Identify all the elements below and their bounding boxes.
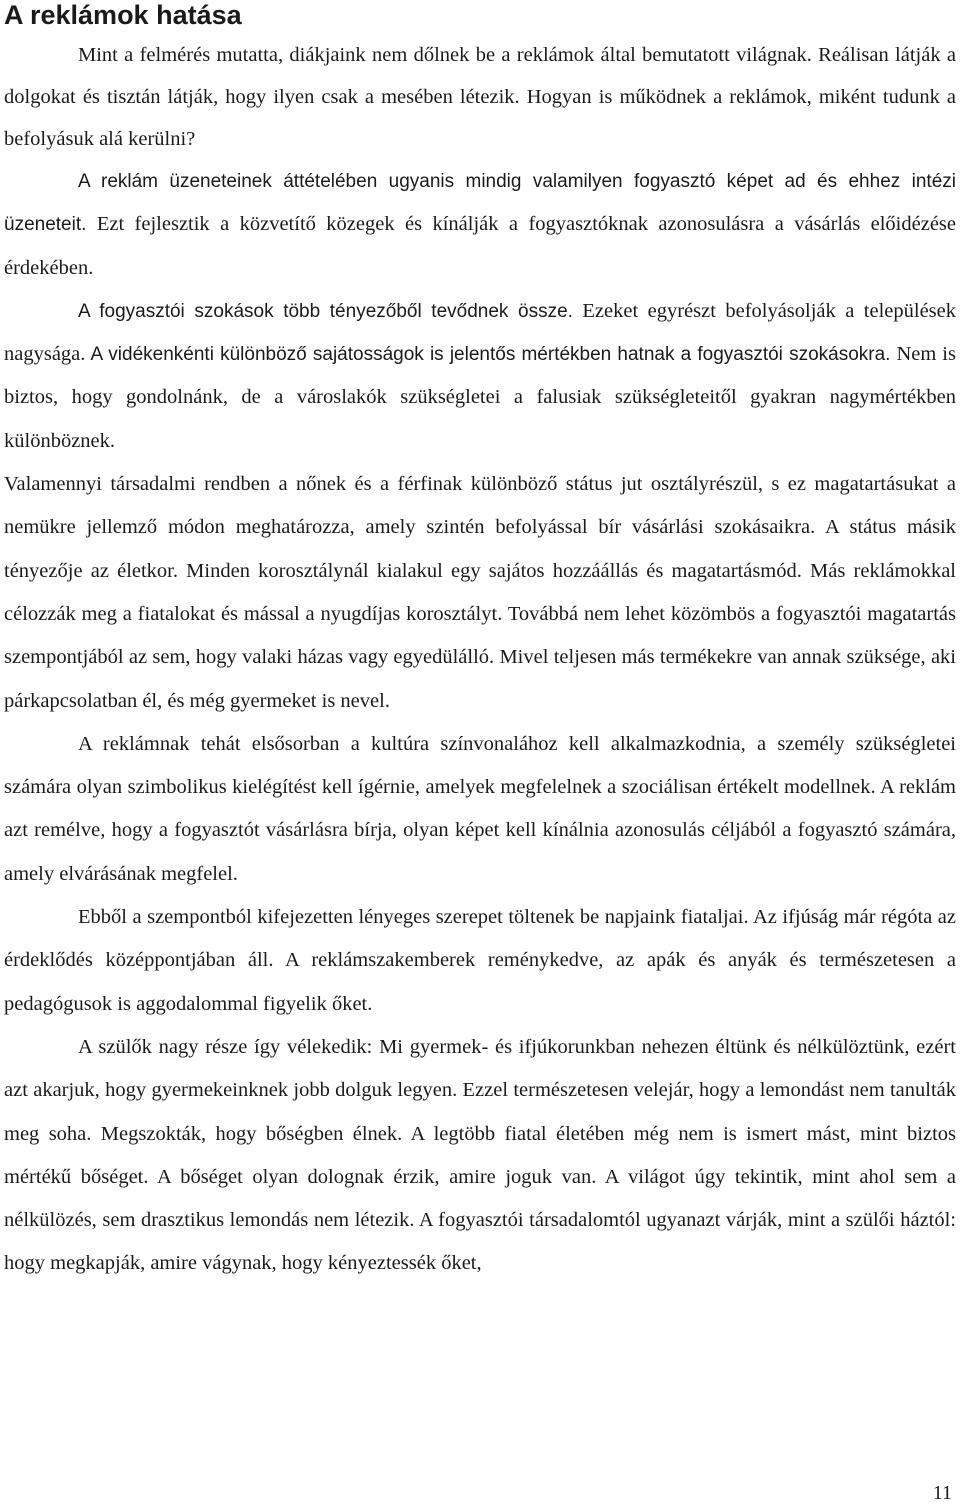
page-number: 11 (932, 1482, 952, 1504)
section-heading: A reklámok hatása (4, 0, 242, 30)
paragraph-3-serif-b: Ezeket egyrészt befolyásolják a települések nagysága. (4, 299, 956, 366)
paragraph-4: Valamennyi társadalmi rendben a nőnek és a férfinak különböző státus jut osztályrészül, s ez magatartásukat a nemükre jellemző módon meghatározza, amely szintén befolyással bír vásárlási szokásaikra. A státus másik tényezője az életkor. Minden korosztálynál kialakul egy sajátos hozzáállás és magatartásmód. Más reklámokkal célozzák meg a fiatalokat és mással a nyugdíjas korosztályt. Továbbá nem lehet közömbös a fogyasztói magatartás szempontjából az sem, hogy valaki házas vagy egyedülálló. Mivel teljesen más termékekre van annak szüksége, aki párkapcsolatban él, és még gyermeket is nevel. (4, 473, 956, 712)
document-page (4, 0, 956, 1286)
paragraph-6: Ebből a szempontból kifejezetten lényeges szerepet töltenek be napjaink fiataljai. Az ifjúság már régóta az érdeklődés középpontjában áll. A reklámszakemberek reménykedve, az apák és anyák és természetesen a pedagógusok is aggodalommal figyelik őket. (4, 906, 956, 1015)
paragraph-5: A reklámnak tehát elsősorban a kultúra színvonalához kell alkalmazkodnia, a személy szükségletei számára olyan szimbolikus kielégítést kell ígérnie, amelyek megfelelnek a szociálisan értékelt modellnek. A reklám azt remélve, hogy a fogyasztót vásárlásra bírja, olyan képet kell kínálnia azonosulás céljából a fogyasztó számára, amely elvárásának megfelel. (4, 732, 956, 885)
paragraph-3-sans-c: A vidékenkénti különböző sajátosságok is jelentős mértékben hatnak a fogyasztói szokásokra. (85, 344, 891, 366)
paragraph-1: Mint a felmérés mutatta, diákjaink nem dőlnek be a reklámok által bemutatott világnak. Reálisan látják a dolgokat és tisztán látják, hogy ilyen csak a mesében létezik. Hogyan is működnek a reklámok, miként tudunk a befolyásuk alá kerülni? (4, 44, 956, 150)
paragraph-3 (4, 290, 956, 463)
paragraph-7: A szülők nagy része így vélekedik: Mi gyermek- és ifjúkorunkban nehezen éltünk és nélkülöztünk, ezért azt akarjuk, hogy gyermekeinknek jobb dolguk legyen. Ezzel természetesen velejár, hogy a lemondást nem tanulták meg soha. Megszokták, hogy bőségben élnek. A legtöbb fiatal életében még nem is ismert mást, mint biztos mértékű bőséget. A bőséget olyan dolognak érzik, amire joguk van. A világot úgy tekintik, mint ahol sem a nélkülözés, sem drasztikus lemondás nem létezik. A fogyasztói társadalomtól ugyanazt várják, mint a szülői háztól: hogy megkapják, amire vágynak, hogy kényeztessék őket, (4, 1035, 956, 1275)
paragraph-3-sans-a: A fogyasztói szokások több tényezőből tevődnek össze. (78, 300, 573, 322)
paragraph-2-sans: A reklám üzeneteinek áttételében ugyanis mindig valamilyen fogyasztó képet ad és ehhez intézi üzeneteit. (4, 171, 956, 236)
paragraph-3-serif-d: Nem is biztos, hogy gondolnánk, de a városlakók szükségletei a falusiak szükségleteitől gyakran nagymértékben különböznek. (4, 343, 956, 452)
paragraph-2-serif: Ezt fejlesztik a közvetítő közegek és kínálják a fogyasztóknak azonosulásra a vásárlás előidézése érdekében. (4, 213, 956, 279)
paragraph-2 (4, 160, 956, 290)
